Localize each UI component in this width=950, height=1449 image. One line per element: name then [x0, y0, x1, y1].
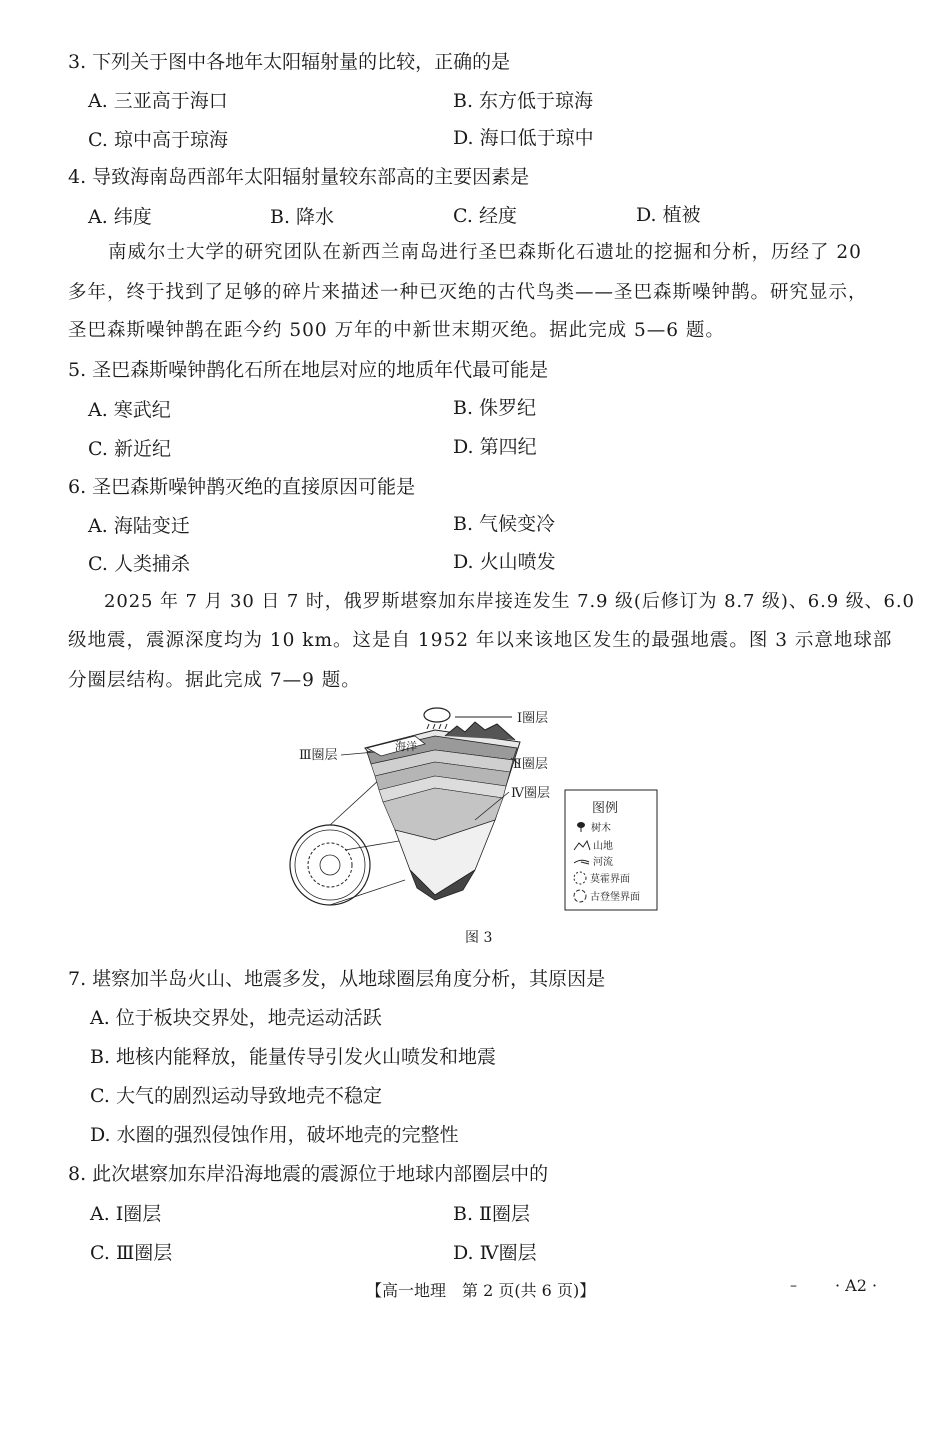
page-code: · A2 ·: [835, 1276, 878, 1295]
page-footer: 【高一地理 第 2 页(共 6 页)】: [366, 1281, 596, 1300]
passage2-line3: 分圈层结构。据此完成 7—9 题。: [68, 670, 361, 691]
ocean-label: 海洋: [395, 741, 417, 753]
q6-option-c: C. 人类捕杀: [88, 553, 190, 575]
layer-3-label: Ⅲ圈层: [299, 748, 338, 763]
legend-moho: 莫霍界面: [590, 874, 630, 885]
legend-river: 河流: [593, 857, 613, 868]
cloud-icon: [424, 708, 450, 729]
q7-option-d: D. 水圈的强烈侵蚀作用，破坏地壳的完整性: [90, 1124, 459, 1146]
q7-option-a: A. 位于板块交界处，地壳运动活跃: [90, 1007, 382, 1029]
passage1-line3: 圣巴森斯噪钟鹊在距今约 500 万年的中新世末期灭绝。据此完成 5—6 题。: [68, 320, 725, 341]
q3-option-a: A. 三亚高于海口: [88, 90, 228, 112]
passage1-line1: 南威尔士大学的研究团队在新西兰南岛进行圣巴森斯化石遗址的挖掘和分析，历经了 20: [108, 242, 862, 263]
q5-option-d: D. 第四纪: [453, 436, 537, 458]
q3-option-d: D. 海口低于琼中: [453, 127, 594, 149]
figure-caption: 图 3: [465, 930, 493, 946]
q8-option-b: B. Ⅱ圈层: [453, 1203, 530, 1225]
q6-option-a: A. 海陆变迁: [88, 515, 190, 537]
q4-option-b: B. 降水: [270, 206, 335, 228]
q5-stem: 5. 圣巴森斯噪钟鹊化石所在地层对应的地质年代最可能是: [68, 359, 549, 381]
legend-title: 图例: [592, 801, 619, 816]
q4-option-a: A. 纬度: [88, 206, 152, 228]
q5-option-a: A. 寒武纪: [88, 399, 171, 421]
layer-1-label: Ⅰ圈层: [517, 711, 549, 726]
q7-option-c: C. 大气的剧烈运动导致地壳不稳定: [90, 1085, 382, 1107]
q6-stem: 6. 圣巴森斯噪钟鹊灭绝的直接原因可能是: [68, 476, 416, 498]
q3-option-c: C. 琼中高于琼海: [88, 129, 228, 151]
q4-option-d: D. 植被: [636, 204, 701, 226]
q3-stem: 3. 下列关于图中各地年太阳辐射量的比较，正确的是: [68, 51, 511, 73]
q6-option-d: D. 火山喷发: [453, 551, 556, 573]
q5-option-c: C. 新近纪: [88, 438, 171, 460]
q4-stem: 4. 导致海南岛西部年太阳辐射量较东部高的主要因素是: [68, 166, 530, 188]
q3-option-b: B. 东方低于琼海: [453, 90, 594, 112]
q5-option-b: B. 侏罗纪: [453, 397, 537, 419]
passage2-line2: 级地震，震源深度均为 10 km。这是自 1952 年以来该地区发生的最强地震。图 3 示意地球部: [68, 630, 893, 651]
legend-mountain: 山地: [593, 841, 613, 852]
q6-option-b: B. 气候变冷: [453, 513, 556, 535]
q8-option-d: D. Ⅳ圈层: [453, 1242, 537, 1264]
legend-box: [565, 790, 657, 910]
earth-layers-diagram: [285, 700, 665, 920]
q7-stem: 7. 堪察加半岛火山、地震多发，从地球圈层角度分析，其原因是: [68, 968, 606, 990]
legend-tree: 树木: [591, 823, 611, 834]
q8-option-a: A. Ⅰ圈层: [90, 1203, 162, 1225]
figure-earth-layers: [285, 700, 665, 920]
layer-4-label: Ⅳ圈层: [511, 786, 550, 801]
q8-option-c: C. Ⅲ圈层: [90, 1242, 173, 1264]
passage2-line1: 2025 年 7 月 30 日 7 时，俄罗斯堪察加东岸接连发生 7.9 级(后修订为 8.7 级)、6.9 级、6.0: [104, 591, 915, 612]
layered-wedge: [365, 722, 520, 900]
footer-dash: –: [790, 1278, 797, 1294]
legend-gutenberg: 古登堡界面: [590, 892, 640, 903]
q8-stem: 8. 此次堪察加东岸沿海地震的震源位于地球内部圈层中的: [68, 1163, 549, 1185]
layer-2-label: Ⅱ圈层: [513, 757, 548, 772]
q7-option-b: B. 地核内能释放，能量传导引发火山喷发和地震: [90, 1046, 497, 1068]
passage1-line2: 多年，终于找到了足够的碎片来描述一种已灭绝的古代鸟类——圣巴森斯噪钟鹊。研究显示，: [68, 282, 868, 303]
q4-option-c: C. 经度: [453, 205, 517, 227]
earth-globe: [290, 825, 370, 905]
